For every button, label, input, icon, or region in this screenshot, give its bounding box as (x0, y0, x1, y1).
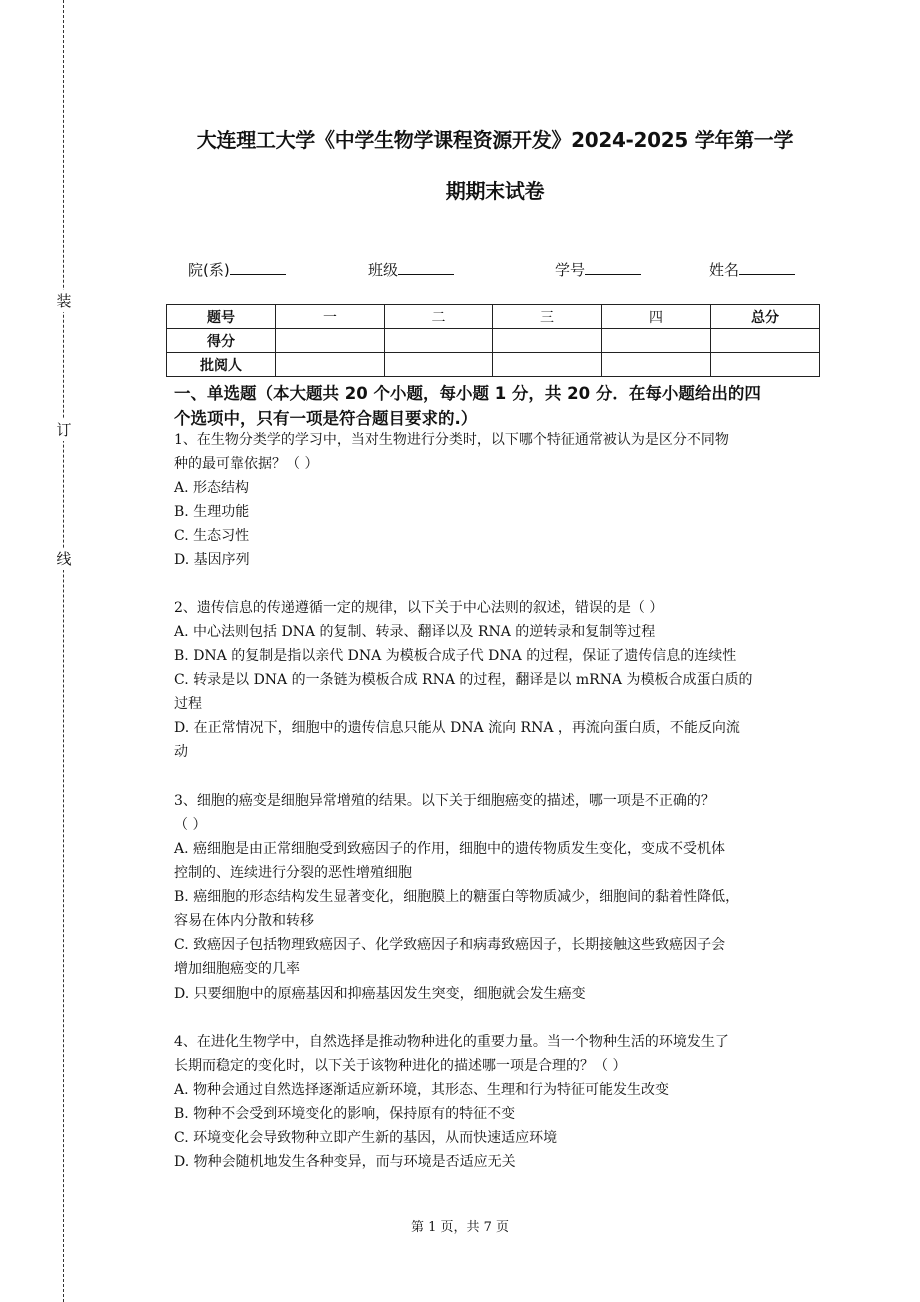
score-cell[interactable] (602, 329, 711, 353)
exam-title-line1: 大连理工大学《中学生物学课程资源开发》2024-2025 学年第一学 (196, 128, 794, 152)
question-4-stem: 长期而稳定的变化时，以下关于该物种进化的描述哪一项是合理的？（ ） (174, 1058, 627, 1074)
score-table-row-label: 得分 (167, 329, 276, 353)
score-table-header-cell: 题号 (167, 305, 276, 329)
binding-char-ding: 订 (54, 419, 74, 441)
question-2-option-c-cont[interactable]: 过程 (174, 696, 202, 712)
score-table-row-label: 批阅人 (167, 353, 276, 377)
question-1-stem: 1、在生物分类学的学习中，当对生物进行分类时，以下哪个特征通常被认为是区分不同物 (174, 432, 729, 448)
question-1-stem: 种的最可靠依据？（ ） (174, 456, 319, 472)
question-3-stem: 3、细胞的癌变是细胞异常增殖的结果。以下关于细胞癌变的描述，哪一项是不正确的？ (174, 793, 715, 809)
reviewer-cell[interactable] (276, 353, 385, 377)
info-student-id-label: 学号 (555, 261, 586, 279)
question-3-option-b[interactable]: B. 癌细胞的形态结构发生显著变化，细胞膜上的糖蛋白等物质减少，细胞间的黏着性降低， (174, 889, 740, 905)
score-table (166, 304, 820, 377)
info-class-blank[interactable] (398, 260, 454, 275)
question-1-option-d[interactable]: D. 基因序列 (174, 552, 250, 568)
score-cell[interactable] (385, 329, 493, 353)
info-department-label: 院(系) (188, 261, 230, 279)
info-department-blank[interactable] (230, 260, 286, 275)
question-4-option-d[interactable]: D. 物种会随机地发生各种变异，而与环境是否适应无关 (174, 1154, 516, 1170)
reviewer-cell[interactable] (711, 353, 820, 377)
question-4-option-b[interactable]: B. 物种不会受到环境变化的影响，保持原有的特征不变 (174, 1106, 516, 1122)
score-table-header-row (167, 305, 820, 329)
question-2-option-d-cont[interactable]: 动 (174, 744, 188, 760)
question-3-stem: （ ） (174, 817, 207, 833)
binding-char-xian: 线 (54, 548, 74, 570)
question-2-option-b[interactable]: B. DNA 的复制是指以亲代 DNA 为模板合成子代 DNA 的过程，保证了遗传信息的连续性 (174, 648, 737, 664)
question-1-option-c[interactable]: C. 生态习性 (174, 528, 250, 544)
info-class (368, 259, 454, 280)
reviewer-cell[interactable] (493, 353, 602, 377)
score-cell[interactable] (276, 329, 385, 353)
info-name (709, 259, 795, 280)
question-2-stem: 2、遗传信息的传递遵循一定的规律，以下关于中心法则的叙述，错误的是（ ） (174, 600, 664, 616)
reviewer-cell[interactable] (602, 353, 711, 377)
question-4-option-c[interactable]: C. 环境变化会导致物种立即产生新的基因，从而快速适应环境 (174, 1130, 558, 1146)
question-3-option-c[interactable]: C. 致癌因子包括物理致癌因子、化学致癌因子和病毒致癌因子，长期接触这些致癌因子会 (174, 937, 726, 953)
section-heading (174, 381, 824, 431)
exam-title-line2: 期期末试卷 (445, 179, 545, 203)
question-1-option-a[interactable]: A. 形态结构 (174, 480, 250, 496)
score-table-header-cell: 一 (276, 305, 385, 329)
info-department (188, 259, 286, 280)
section-heading-line: 一、单选题（本大题共 20 个小题，每小题 1 分，共 20 分．在每小题给出的四 (174, 384, 761, 403)
question-2-option-c[interactable]: C. 转录是以 DNA 的一条链为模板合成 RNA 的过程，翻译是以 mRNA 为模板合成蛋白质的 (174, 672, 753, 688)
question-3-option-c-cont[interactable]: 增加细胞癌变的几率 (174, 961, 300, 977)
info-student-id (555, 259, 641, 280)
question-2-option-a[interactable]: A. 中心法则包括 DNA 的复制、转录、翻译以及 RNA 的逆转录和复制等过程 (174, 624, 656, 640)
info-student-id-blank[interactable] (585, 260, 641, 275)
score-table-header-cell: 总分 (711, 305, 820, 329)
page-footer: 第 1 页，共 7 页 (410, 1220, 510, 1235)
score-table-header-cell: 三 (493, 305, 602, 329)
score-table-row (167, 329, 820, 353)
question-4-option-a[interactable]: A. 物种会通过自然选择逐渐适应新环境，其形态、生理和行为特征可能发生改变 (174, 1082, 670, 1098)
binding-char-zhuang: 装 (54, 290, 74, 312)
binding-dashed-line (63, 0, 64, 1302)
score-table-header-cell: 四 (602, 305, 711, 329)
question-1-option-b[interactable]: B. 生理功能 (174, 504, 250, 520)
info-name-label: 姓名 (709, 261, 740, 279)
info-class-label: 班级 (368, 261, 399, 279)
score-table-header-cell: 二 (385, 305, 493, 329)
question-4-stem: 4、在进化生物学中，自然选择是推动物种进化的重要力量。当一个物种生活的环境发生了 (174, 1034, 729, 1050)
section-heading-line: 个选项中，只有一项是符合题目要求的.） (174, 409, 478, 428)
score-cell[interactable] (711, 329, 820, 353)
info-name-blank[interactable] (739, 260, 795, 275)
question-3-option-a-cont[interactable]: 控制的、连续进行分裂的恶性增殖细胞 (174, 865, 412, 881)
reviewer-cell[interactable] (385, 353, 493, 377)
score-cell[interactable] (493, 329, 602, 353)
question-3-option-d[interactable]: D. 只要细胞中的原癌基因和抑癌基因发生突变，细胞就会发生癌变 (174, 986, 586, 1002)
score-table-row (167, 353, 820, 377)
question-3-option-a[interactable]: A. 癌细胞是由正常细胞受到致癌因子的作用，细胞中的遗传物质发生变化，变成不受机体 (174, 841, 726, 857)
question-2-option-d[interactable]: D. 在正常情况下，细胞中的遗传信息只能从 DNA 流向 RNA ，再流向蛋白质，不能反向流 (174, 720, 740, 736)
question-3-option-b-cont[interactable]: 容易在体内分散和转移 (174, 913, 314, 929)
